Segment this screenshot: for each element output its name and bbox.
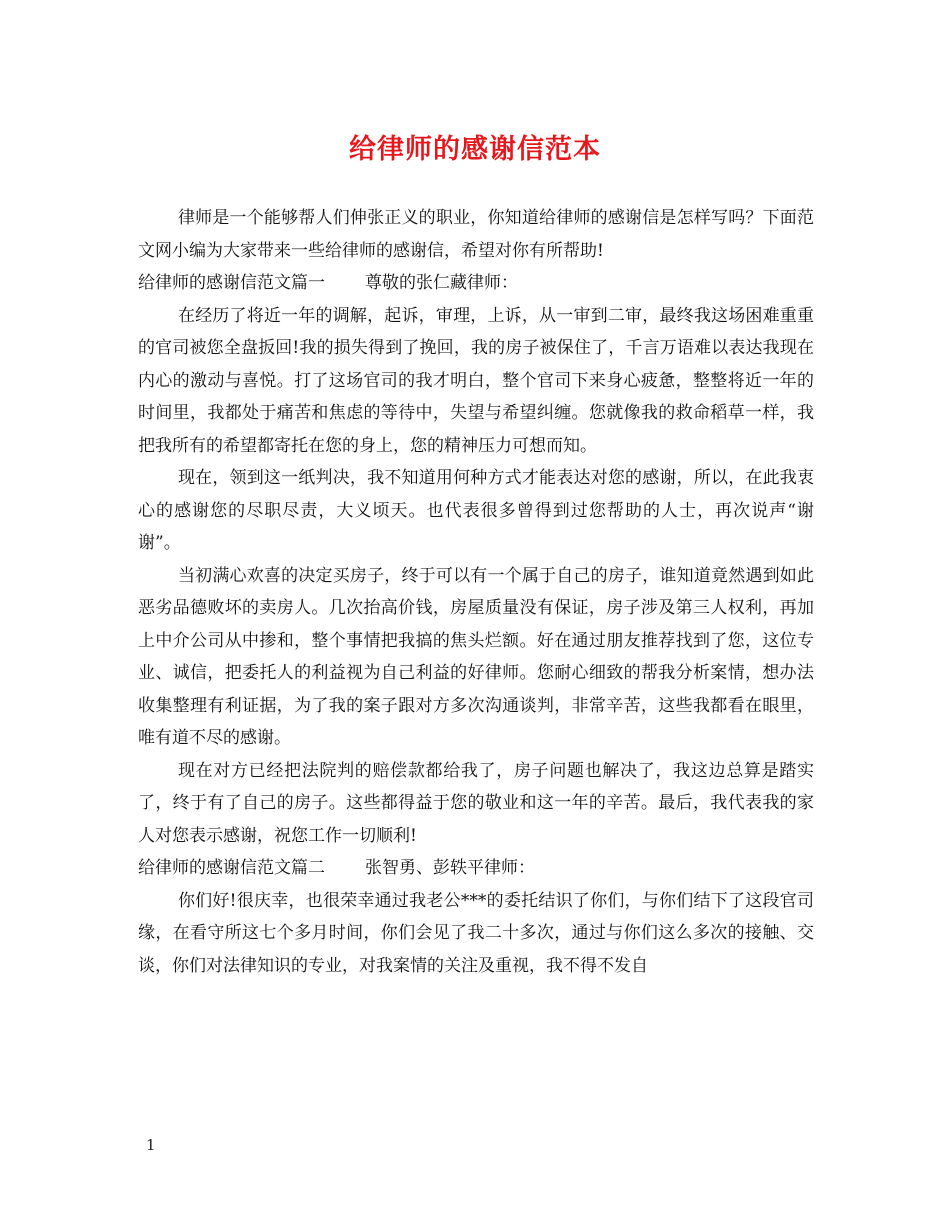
section-1-heading: 给律师的感谢信范文篇一 xyxy=(138,273,325,293)
section-1-paragraph: 现在对方已经把法院判的赔偿款都给我了，房子问题也解决了，我这边总算是踏实了，终于有了自己的房子。这些都得益于您的敬业和这一年的辛苦。最后，我代表我的家人对您表示感谢，祝您工作一切顺利! xyxy=(138,760,814,846)
section-2-heading-line xyxy=(138,852,814,885)
section-1-paragraph: 现在，领到这一纸判决，我不知道用何种方式才能表达对您的感谢，所以，在此我衷心的感谢您的尽职尽责，大义顷天。也代表很多曾得到过您帮助的人士，再次说声“谢谢”。 xyxy=(138,468,814,553)
section-1-heading-line xyxy=(138,267,814,300)
document-title: 给律师的感谢信范本 xyxy=(349,134,601,165)
section-2-heading: 给律师的感谢信范文篇二 xyxy=(138,858,325,878)
section-2-salutation: 张智勇、彭轶平律师： xyxy=(365,858,535,878)
section-1-paragraph: 在经历了将近一年的调解，起诉，审理，上诉，从一审到二审，最终我这场困难重重的官司被您全盘扳回!我的损失得到了挽回，我的房子被保住了，千言万语难以表达我现在内心的激动与喜悦。打了这场官司的我才明白，整个官司下来身心疲惫，整整将近一年的时间里，我都处于痛苦和焦虑的等待中，失望与希望纠缠。您就像我的救命稻草一样，我把我所有的希望都寄托在您的身上，您的精神压力可想而知。 xyxy=(138,305,814,456)
section-1-salutation: 尊敬的张仁藏律师： xyxy=(365,273,518,293)
section-2-paragraph: 你们好!很庆幸，也很荣幸通过我老公***的委托结识了你们，与你们结下了这段官司缘，在看守所这七个多月时间，你们会见了我二十多次，通过与你们这么多次的接触、交谈，你们对法律知识的专业，对我案情的关注及重视，我不得不发自 xyxy=(138,890,814,976)
section-1-paragraph: 当初满心欢喜的决定买房子，终于可以有一个属于自己的房子，谁知道竟然遇到如此恶劣品德败坏的卖房人。几次抬高价钱，房屋质量没有保证，房子涉及第三人权利，再加上中介公司从中掺和，整个事情把我搞的焦头烂额。好在通过朋友推荐找到了您，这位专业、诚信，把委托人的利益视为自己利益的好律师。您耐心细致的帮我分析案情，想办法收集整理有利证据，为了我的案子跟对方多次沟通谈判，非常辛苦，这些我都看在眼里，唯有道不尽的感谢。 xyxy=(138,565,814,748)
document-body xyxy=(138,202,814,982)
page-number: 1 xyxy=(146,1136,156,1154)
intro-paragraph: 律师是一个能够帮人们伸张正义的职业，你知道给律师的感谢信是怎样写吗？下面范文网小编为大家带来一些给律师的感谢信，希望对你有所帮助! xyxy=(138,208,814,261)
